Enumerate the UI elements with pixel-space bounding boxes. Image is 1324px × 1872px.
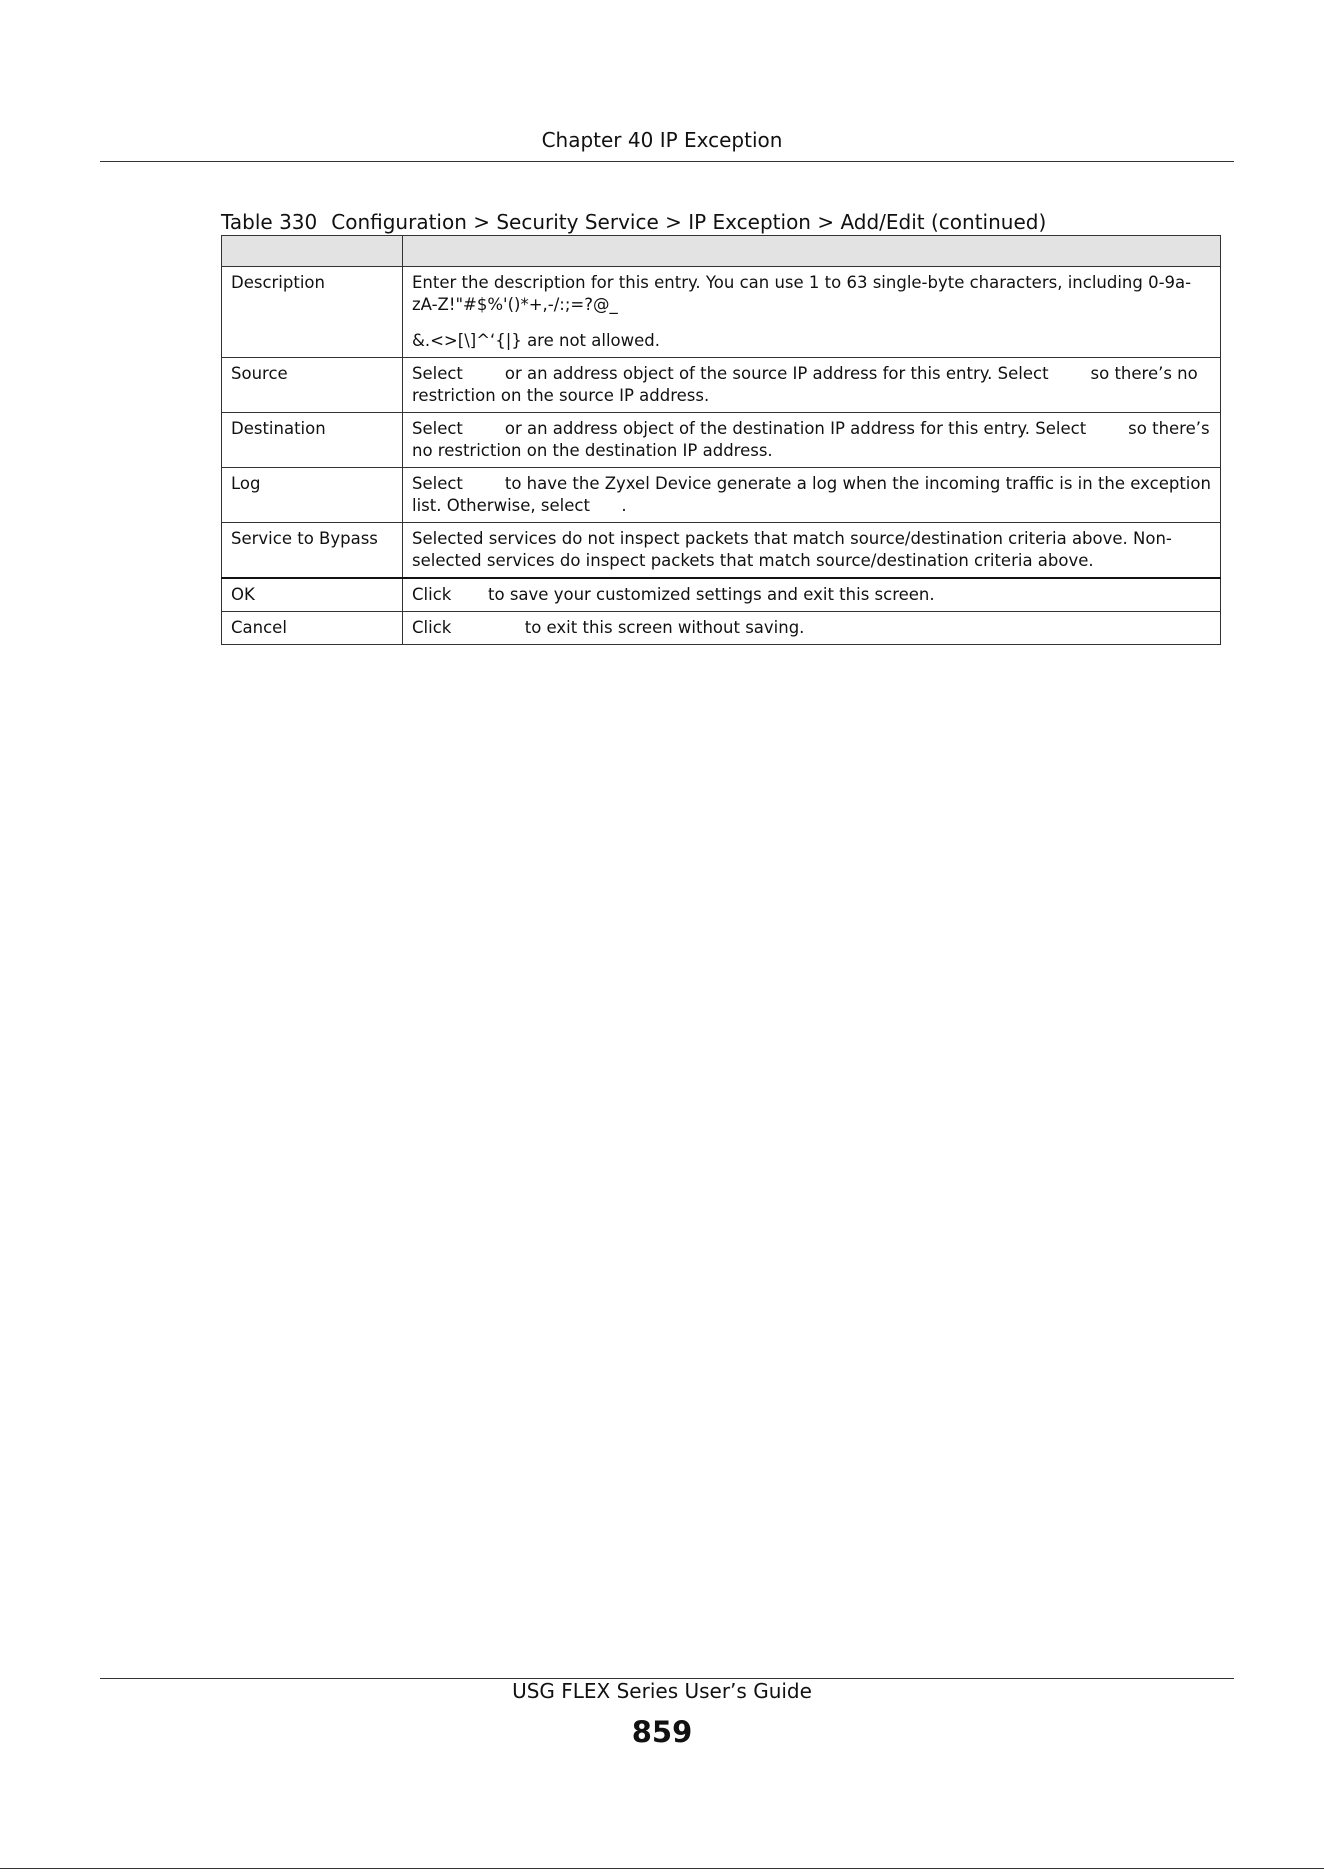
table-row [222, 523, 1221, 579]
field-description [403, 267, 1221, 358]
field-label: Service to Bypass [222, 523, 403, 579]
field-label: Destination [222, 413, 403, 468]
field-label: Cancel [222, 612, 403, 645]
table-header-label-cell [222, 236, 403, 267]
table-row [222, 612, 1221, 645]
description-paragraph: Select or an address object of the destination IP address for this entry. Select so there’s no restriction on the destination IP address. [412, 419, 1215, 460]
ip-exception-field-table [221, 235, 1221, 645]
description-paragraph: Select or an address object of the source IP address for this entry. Select so there’s no restriction on the source IP address. [412, 364, 1203, 405]
table-number: Table 330 [221, 210, 318, 234]
field-label: OK [222, 578, 403, 612]
table-row [222, 468, 1221, 523]
header-divider [100, 161, 1234, 162]
table-row [222, 267, 1221, 358]
field-description [403, 612, 1221, 645]
table-row [222, 578, 1221, 612]
field-description [403, 413, 1221, 468]
field-label: Description [222, 267, 403, 358]
table-header-description-cell [403, 236, 1221, 267]
page-number: 859 [631, 1715, 693, 1749]
table-row [222, 358, 1221, 413]
field-description [403, 523, 1221, 579]
field-label: Log [222, 468, 403, 523]
description-paragraph: Enter the description for this entry. You can use 1 to 63 single-byte characters, including 0-9a-zA-Z!"#$%'()*+,-/:;=?@_ [412, 273, 1192, 314]
description-paragraph: Click to exit this screen without saving. [412, 618, 805, 637]
bottom-edge-rule [0, 1868, 1324, 1869]
field-label: Source [222, 358, 403, 413]
field-description [403, 578, 1221, 612]
table-title: Configuration > Security Service > IP Exception > Add/Edit (continued) [331, 210, 1047, 234]
table-row [222, 413, 1221, 468]
chapter-header: Chapter 40 IP Exception [541, 128, 783, 152]
field-description [403, 468, 1221, 523]
field-description [403, 358, 1221, 413]
description-paragraph: Selected services do not inspect packets that match source/destination criteria above. Non-selected services do inspect packets that match source/destination criteria above. [412, 529, 1172, 570]
description-paragraph: Click to save your customized settings and exit this screen. [412, 585, 935, 604]
footer-guide-title: USG FLEX Series User’s Guide [512, 1679, 812, 1703]
table-caption [221, 210, 1046, 234]
description-paragraph: &.<>[\]^‘{|} are not allowed. [412, 331, 660, 350]
description-paragraph: Select to have the Zyxel Device generate a log when the incoming traffic is in the exception list. Otherwise, select . [412, 474, 1217, 515]
table-header-row [222, 236, 1221, 267]
